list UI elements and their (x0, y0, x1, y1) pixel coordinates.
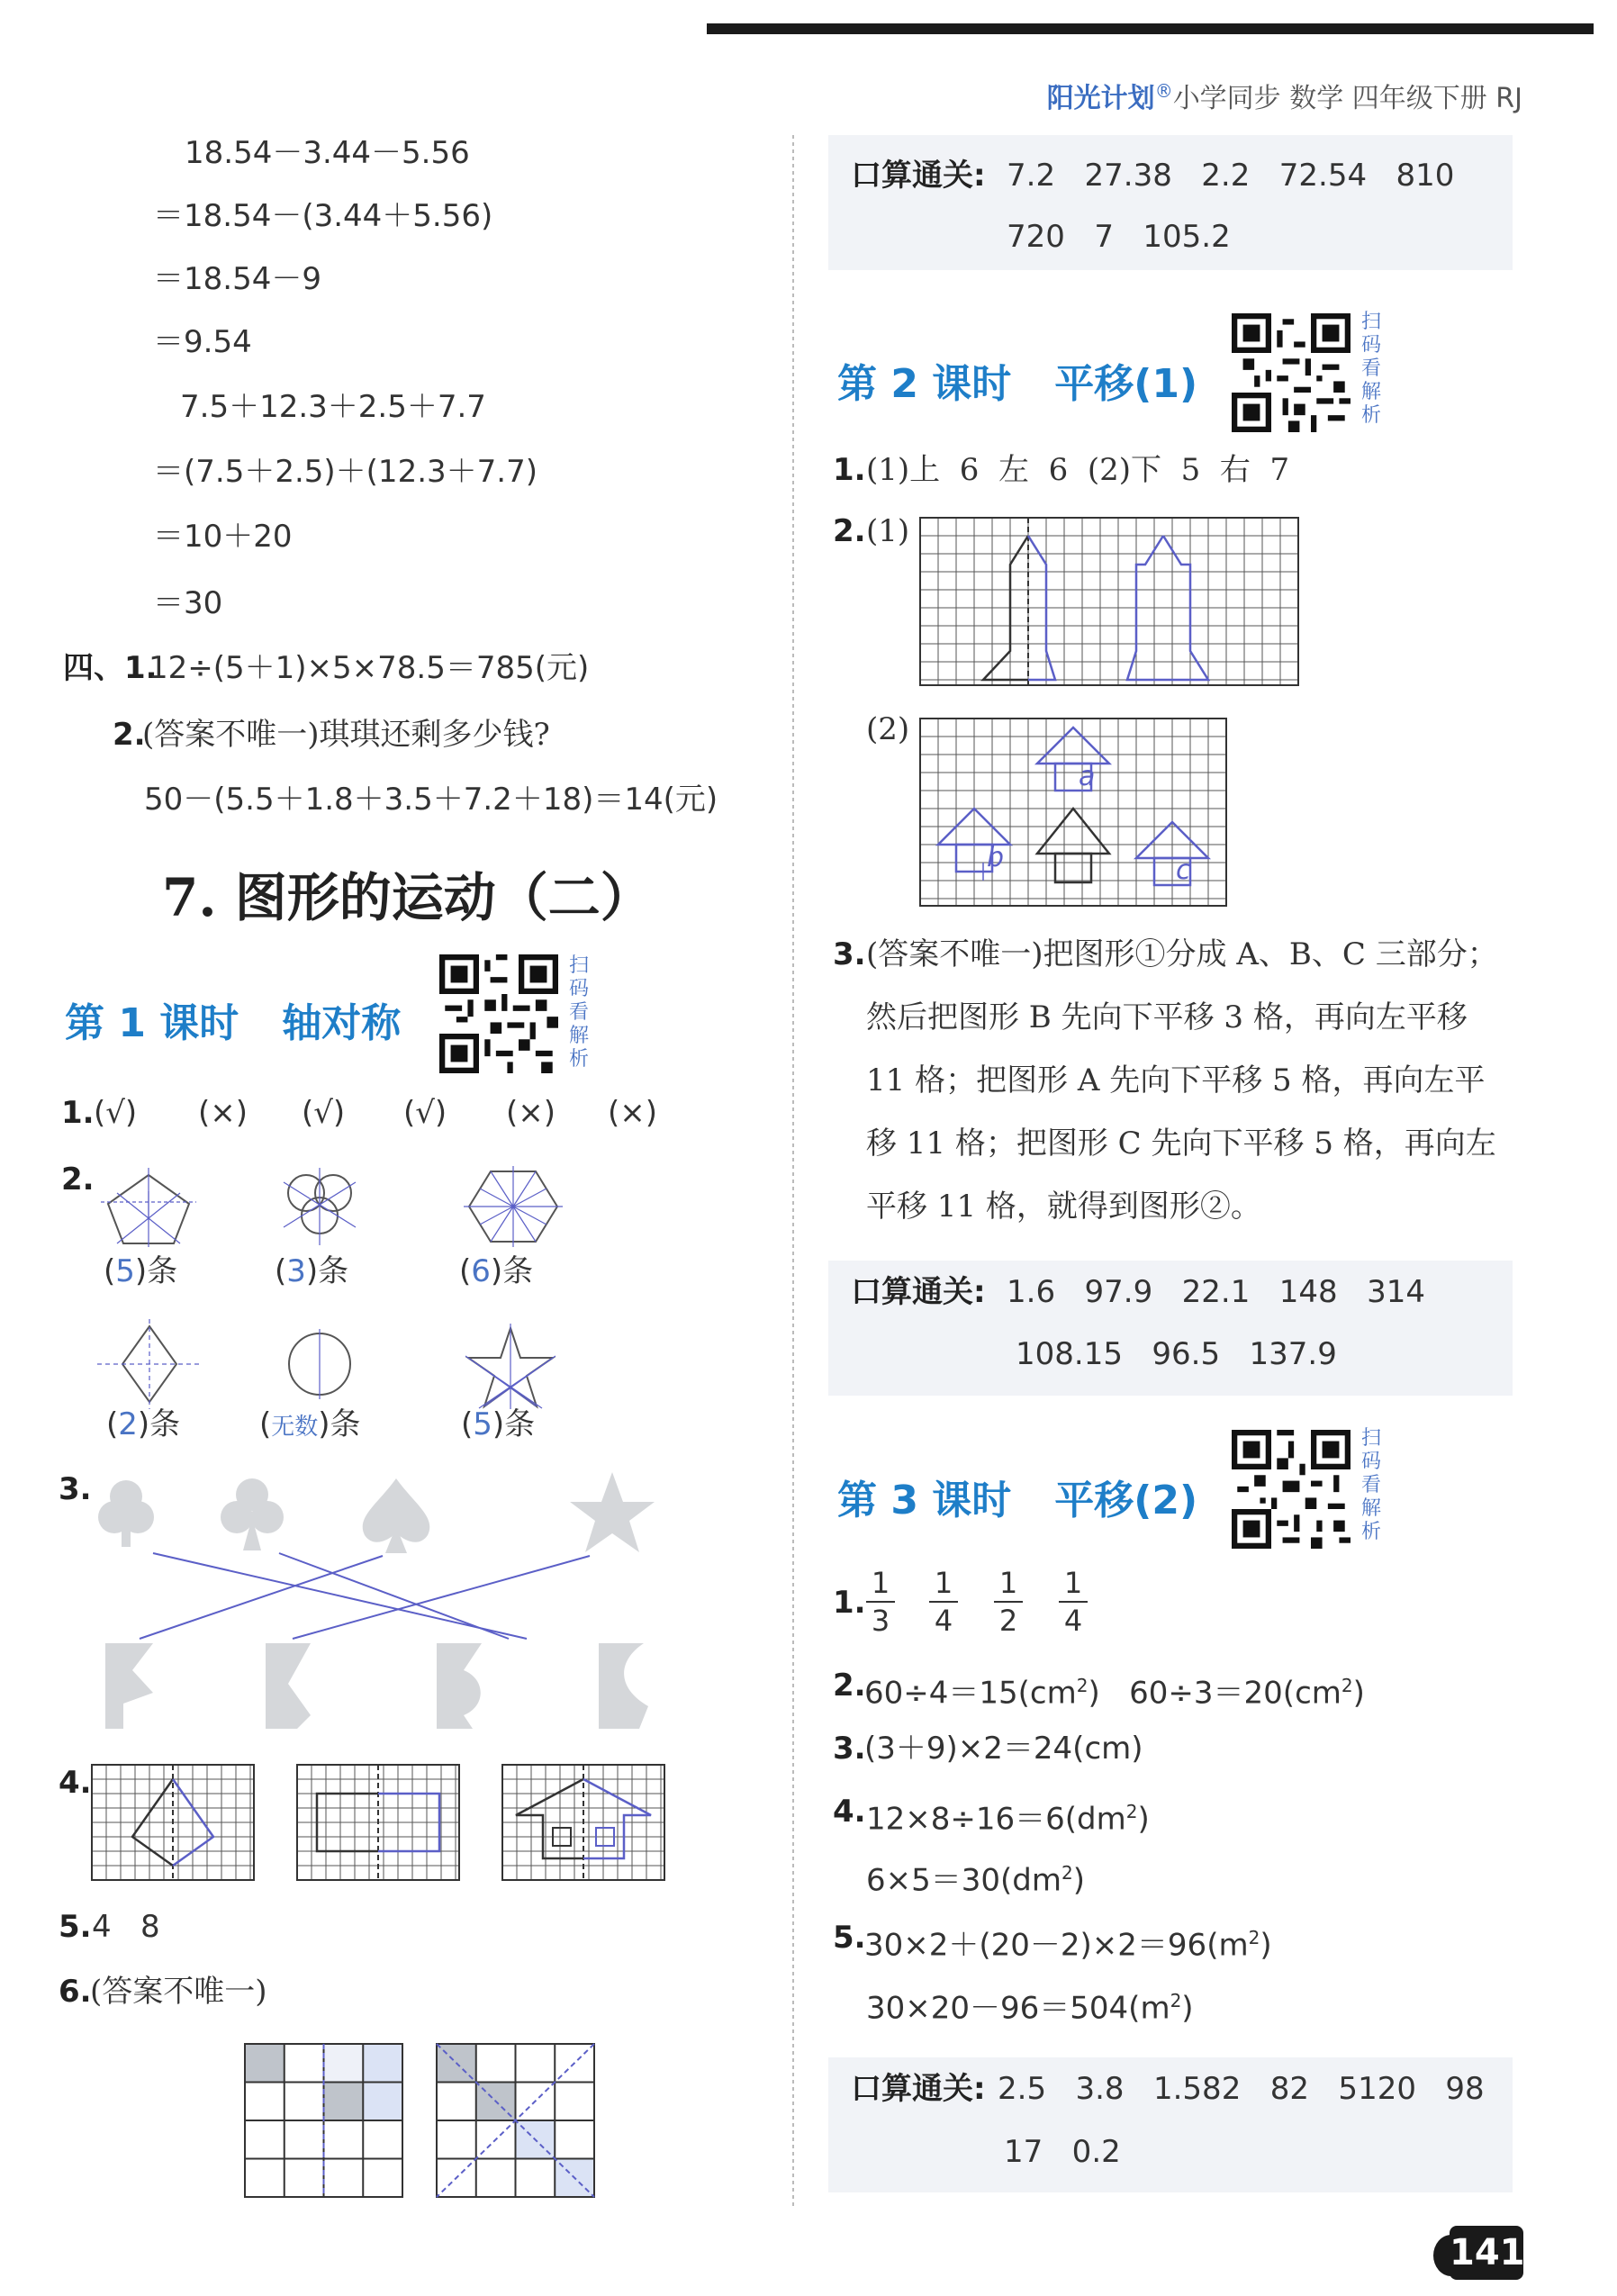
club-shape (221, 1478, 284, 1550)
hexagon-axes: (6)条 (459, 1253, 534, 1289)
l3-q5-label: 5. (833, 1920, 866, 1956)
calc1-line-2: ＝18.54－(3.44＋5.56) (153, 198, 493, 234)
rhombus-shape (97, 1319, 201, 1409)
calc2-line-1: 7.5＋12.3＋2.5＋7.7 (180, 389, 486, 425)
kousuan3-line1: 2.5 3.8 1.582 82 5120 98 (998, 2071, 1485, 2107)
brand-name: 阳光计划 (1046, 83, 1155, 114)
scan-hint: 扫码看解析 (1360, 1427, 1381, 1543)
l3-q4b: $6\times 5=30(dm^2)$ (866, 1862, 1085, 1899)
l2-q3-line4: 移 11 格；把图形 C 先向下平移 5 格，再向左 (866, 1125, 1496, 1162)
kousuan2-line2: 108.15 96.5 137.9 (1016, 1336, 1337, 1372)
l1-q6-label: 6. (59, 1974, 92, 2010)
star-shape-gray (570, 1472, 655, 1552)
kousuan3-label: 口算通关: (851, 2071, 986, 2107)
l1-q1-label: 1. (61, 1095, 95, 1131)
qr-code-icon[interactable] (439, 954, 558, 1073)
half-shape-3 (437, 1643, 482, 1729)
fraction-2: 1 4 (929, 1567, 958, 1637)
l3-q3-label: 3. (833, 1731, 866, 1767)
star-shape (461, 1324, 560, 1409)
column-divider (792, 135, 794, 2206)
label-a: a (1079, 761, 1096, 792)
qr-code-icon[interactable] (1232, 1430, 1351, 1549)
symmetry-matching (86, 1468, 662, 1738)
qr-code-icon[interactable] (1232, 313, 1351, 432)
scan-hint: 扫码看解析 (568, 954, 589, 1071)
l2-q2-grid-2 (920, 719, 1226, 906)
l3-q4a: $12\times 8\div 16=6(dm^2)$ (866, 1801, 1150, 1838)
q4-grid-1 (92, 1765, 254, 1880)
l1-q4-label: 4. (59, 1765, 92, 1801)
l2-q1: (1)上 6 左 6 (2)下 5 右 7 (866, 452, 1290, 488)
calc2-line-4: ＝30 (153, 585, 223, 621)
lesson3-name: 平移(2) (1054, 1478, 1198, 1523)
kousuan2-label: 口算通关: (851, 1274, 986, 1310)
q4-grid-2 (297, 1765, 459, 1880)
calc2-line-3: ＝10＋20 (153, 519, 293, 555)
lesson3-title (837, 1468, 1197, 1525)
clover-shape (98, 1480, 154, 1547)
l3-q1-label: 1. (833, 1585, 866, 1621)
page-number: 141 (1450, 2226, 1523, 2280)
l2-q3-label: 3. (833, 936, 866, 972)
l3-q5b: $30\times 20-96=504(m^2)$ (866, 1990, 1194, 2027)
pentagon-shape (99, 1166, 198, 1247)
pentagon-axes: (5)条 (104, 1253, 178, 1289)
half-shape-2 (266, 1643, 311, 1729)
label-c: c (1176, 854, 1191, 886)
l1-q5-answer: 4 8 (92, 1909, 160, 1945)
kousuan1-line2: 720 7 105.2 (1007, 219, 1231, 255)
calc1-line-4: ＝9.54 (153, 324, 252, 360)
half-shape-4 (599, 1643, 648, 1729)
kousuan1-label: 口算通关: (851, 158, 986, 194)
l2-q3-line3: 11 格；把图形 A 先向下平移 5 格，再向左平 (866, 1062, 1486, 1098)
lesson3-number: 第 3 课时 (837, 1478, 1012, 1523)
l1-q1-answer-2: (×) (198, 1095, 248, 1131)
star-axes: (5)条 (461, 1406, 536, 1442)
l3-q2: $60\div 4=15(cm^2)$ $60\div 3=20(cm^2)$ (864, 1675, 1365, 1712)
fraction-4: 1 4 (1059, 1567, 1088, 1637)
lesson1-title (65, 990, 401, 1048)
circle-axes: (无数)条 (259, 1406, 361, 1442)
registered-mark: ® (1154, 80, 1173, 102)
l1-q5-label: 5. (59, 1909, 92, 1945)
kousuan1-line1: 7.2 27.38 2.2 72.54 810 (1007, 158, 1455, 194)
l3-q4-label: 4. (833, 1794, 866, 1830)
l2-q3-line2: 然后把图形 B 先向下平移 3 格，再向左平移 (866, 999, 1468, 1035)
l1-q1-answer-1: (√) (94, 1095, 138, 1131)
calc1-line-3: ＝18.54－9 (153, 261, 321, 297)
l1-q1-answer-4: (√) (403, 1095, 447, 1131)
lesson2-number: 第 2 课时 (837, 361, 1012, 407)
lesson1-number: 第 1 课时 (65, 1000, 239, 1046)
top-rule (707, 23, 1594, 34)
sec4-q2-label: 2. (113, 717, 146, 753)
l1-q2-label: 2. (61, 1162, 95, 1198)
q6-grid-2 (437, 2044, 594, 2197)
kousuan3-line2: 17 0.2 (1004, 2134, 1121, 2170)
l1-q1-answer-5: (×) (506, 1095, 556, 1131)
sec4-q2: (答案不唯一)琪琪还剩多少钱? (142, 717, 550, 753)
sec4-q2-calc: 50－(5.5＋1.8＋3.5＋7.2＋18)＝14(元) (144, 782, 718, 818)
running-header (1047, 76, 1522, 115)
l3-q2-label: 2. (833, 1668, 866, 1704)
header-subtitle: 小学同步 数学 四年级下册 RJ (1172, 83, 1522, 114)
l1-q1-answer-3: (√) (302, 1095, 346, 1131)
l2-q2-sub2: (2) (866, 711, 910, 747)
sec4-q1: 12÷(5＋1)×5×78.5＝785(元) (149, 650, 590, 686)
l2-q2-label: 2. (833, 513, 866, 549)
l2-q2-grid-1 (920, 518, 1298, 685)
fraction-1: 1 3 (866, 1567, 895, 1637)
three-circles-shape (275, 1166, 365, 1247)
circle-shape (279, 1324, 360, 1405)
q4-grid-3 (502, 1765, 664, 1880)
l1-q1-answer-6: (×) (608, 1095, 658, 1131)
q6-grid-1 (245, 2044, 402, 2197)
spade-shape (363, 1478, 430, 1553)
calc2-line-2: ＝(7.5＋2.5)＋(12.3＋7.7) (153, 454, 537, 490)
lesson2-name: 平移(1) (1054, 361, 1198, 407)
l2-q2-sub1: (1) (866, 513, 910, 549)
lesson2-title (837, 351, 1197, 409)
label-b: b (987, 842, 1005, 873)
l2-q1-label: 1. (833, 452, 866, 488)
l2-q3-line1: (答案不唯一)把图形①分成 A、B、C 三部分； (866, 936, 1498, 972)
rhombus-axes: (2)条 (106, 1406, 181, 1442)
fraction-3: 1 2 (994, 1567, 1023, 1637)
calc1-line-1: 18.54－3.44－5.56 (185, 135, 470, 171)
scan-hint: 扫码看解析 (1360, 311, 1381, 427)
l1-q6-text: (答案不唯一) (90, 1974, 267, 2010)
l3-q5a: $30\times 2+(20-2)\times 2=96(m^2)$ (864, 1927, 1272, 1964)
half-shape-1 (105, 1643, 153, 1729)
l2-q3-line5: 平移 11 格，就得到图形②。 (866, 1189, 1261, 1225)
sec4-label: 四、1. (63, 650, 158, 686)
l1-q3-label: 3. (59, 1471, 92, 1507)
kousuan2-line1: 1.6 97.9 22.1 148 314 (1007, 1274, 1425, 1310)
circles-axes: (3)条 (275, 1253, 349, 1289)
lesson1-name: 轴对称 (282, 1000, 402, 1046)
hexagon-shape (464, 1166, 563, 1247)
l3-q3: (3＋9)×2＝24(cm) (864, 1731, 1143, 1767)
unit-title: 7. 图形的运动（二） (162, 867, 653, 928)
